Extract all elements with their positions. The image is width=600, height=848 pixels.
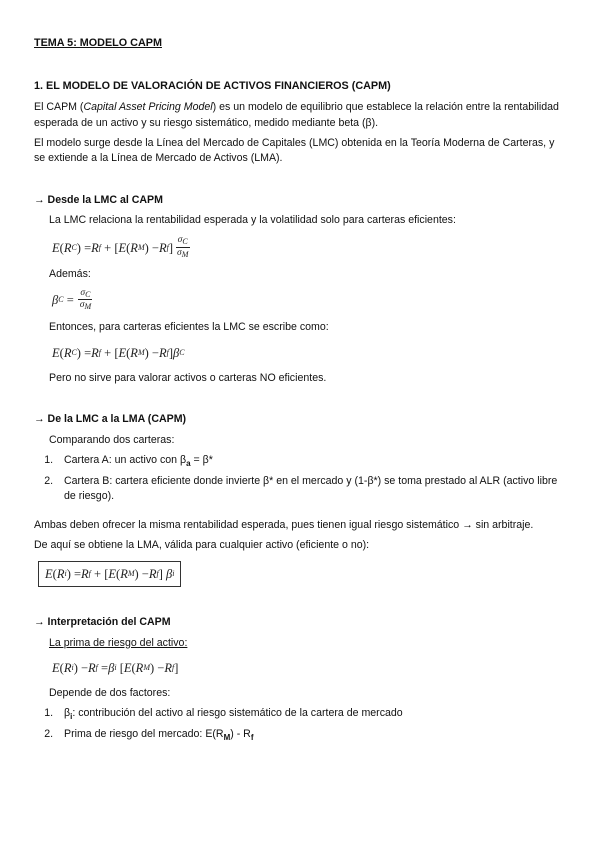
- formula-prima-riesgo: E ( R i ) − R f = β i [ E ( R M ) − R f ]: [52, 660, 179, 675]
- formula-beta-c: β C = $\frac{\sigma_C}{\sigma_M}$: [52, 287, 92, 311]
- text: β: [64, 707, 71, 720]
- paragraph-de-aqui: De aquí se obtiene la LMA, válida para cualquier activo (eficiente o no):: [34, 538, 370, 551]
- paragraph-ambas: Ambas deben ofrecer la misma rentabilidad esperada, pues tienen igual riesgo sistemático → sin arbitraje.: [34, 519, 534, 532]
- subsection-heading-lmc-capm: → Desde la LMC al CAPM: [34, 193, 163, 206]
- list-item: 2. Cartera B: cartera eficiente donde invierte β* en el mercado y (1-β*) se toma prestado al ALR (activo libre de riesgo).: [56, 474, 566, 505]
- list-item: [56, 727, 566, 744]
- document-page: [34, 36, 566, 748]
- paragraph-capm-definition: [34, 100, 566, 131]
- text: = β*: [190, 453, 213, 466]
- formula-lmc: E ( R C ) = R f + [ E ( R M ) − R f ] $\frac{\sigma_C}{\sigma_M}$: [52, 235, 189, 259]
- list-item: [56, 453, 566, 470]
- subscript: i: [70, 712, 73, 722]
- paragraph-capm-origin: El modelo surge desde la Línea del Mercado de Capitales (LMC) obtenida en la Teoría Moderna de Carteras, y se extiende a la Línea de Mercado de Activos (LMA).: [34, 137, 555, 165]
- paragraph-ademas: Además:: [49, 268, 91, 281]
- paragraph-depende: Depende de dos factores:: [49, 687, 171, 700]
- subheading-prima-riesgo: La prima de riesgo del activo:: [49, 636, 188, 649]
- paragraph-comparando: Comparando dos carteras:: [49, 433, 175, 446]
- subsection-heading-lmc-lma: → De la LMC a la LMA (CAPM): [34, 413, 187, 426]
- section-heading-capm: 1. EL MODELO DE VALORACIÓN DE ACTIVOS FINANCIEROS (CAPM): [34, 79, 391, 92]
- list-item: [56, 706, 566, 723]
- formula-lmc-beta: E ( R C ) = R f + [ E ( R M ) − R f ] β C: [52, 345, 185, 360]
- paragraph-pero: Pero no sirve para valorar activos o carteras NO eficientes.: [49, 371, 327, 384]
- subscript: M: [223, 733, 231, 743]
- paragraph-entonces: Entonces, para carteras eficientes la LMC se escribe como:: [49, 321, 329, 334]
- text: : contribución del activo al riesgo sistemático de la cartera de mercado: [72, 707, 403, 720]
- list-factores: [34, 706, 566, 743]
- subscript: a: [186, 459, 191, 469]
- topic-title: TEMA 5: MODELO CAPM: [34, 37, 162, 49]
- text: Prima de riesgo del mercado: E(R: [64, 728, 224, 741]
- subsection-heading-interpretacion: → Interpretación del CAPM: [34, 616, 171, 629]
- text: Cartera A: un activo con β: [64, 453, 187, 466]
- formula-lma-boxed: E ( R i ) = R f + [ E ( R M ) − R f ] β i: [38, 561, 181, 587]
- emphasis-text: Capital Asset Pricing Model: [83, 101, 213, 114]
- text: El CAPM (: [34, 101, 84, 114]
- formula-lma-wrapper: [34, 561, 566, 587]
- text: ) - R: [230, 728, 251, 741]
- list-carteras: [34, 453, 566, 504]
- text: ) es un modelo de equilibrio que establece la relación entre la rentabilidad esperada de un activo y su riesgo sistemático, medido mediante beta (β).: [34, 101, 559, 129]
- subscript: f: [250, 733, 254, 743]
- paragraph-lmc-intro: La LMC relaciona la rentabilidad esperada y la volatilidad solo para carteras eficientes:: [49, 214, 456, 227]
